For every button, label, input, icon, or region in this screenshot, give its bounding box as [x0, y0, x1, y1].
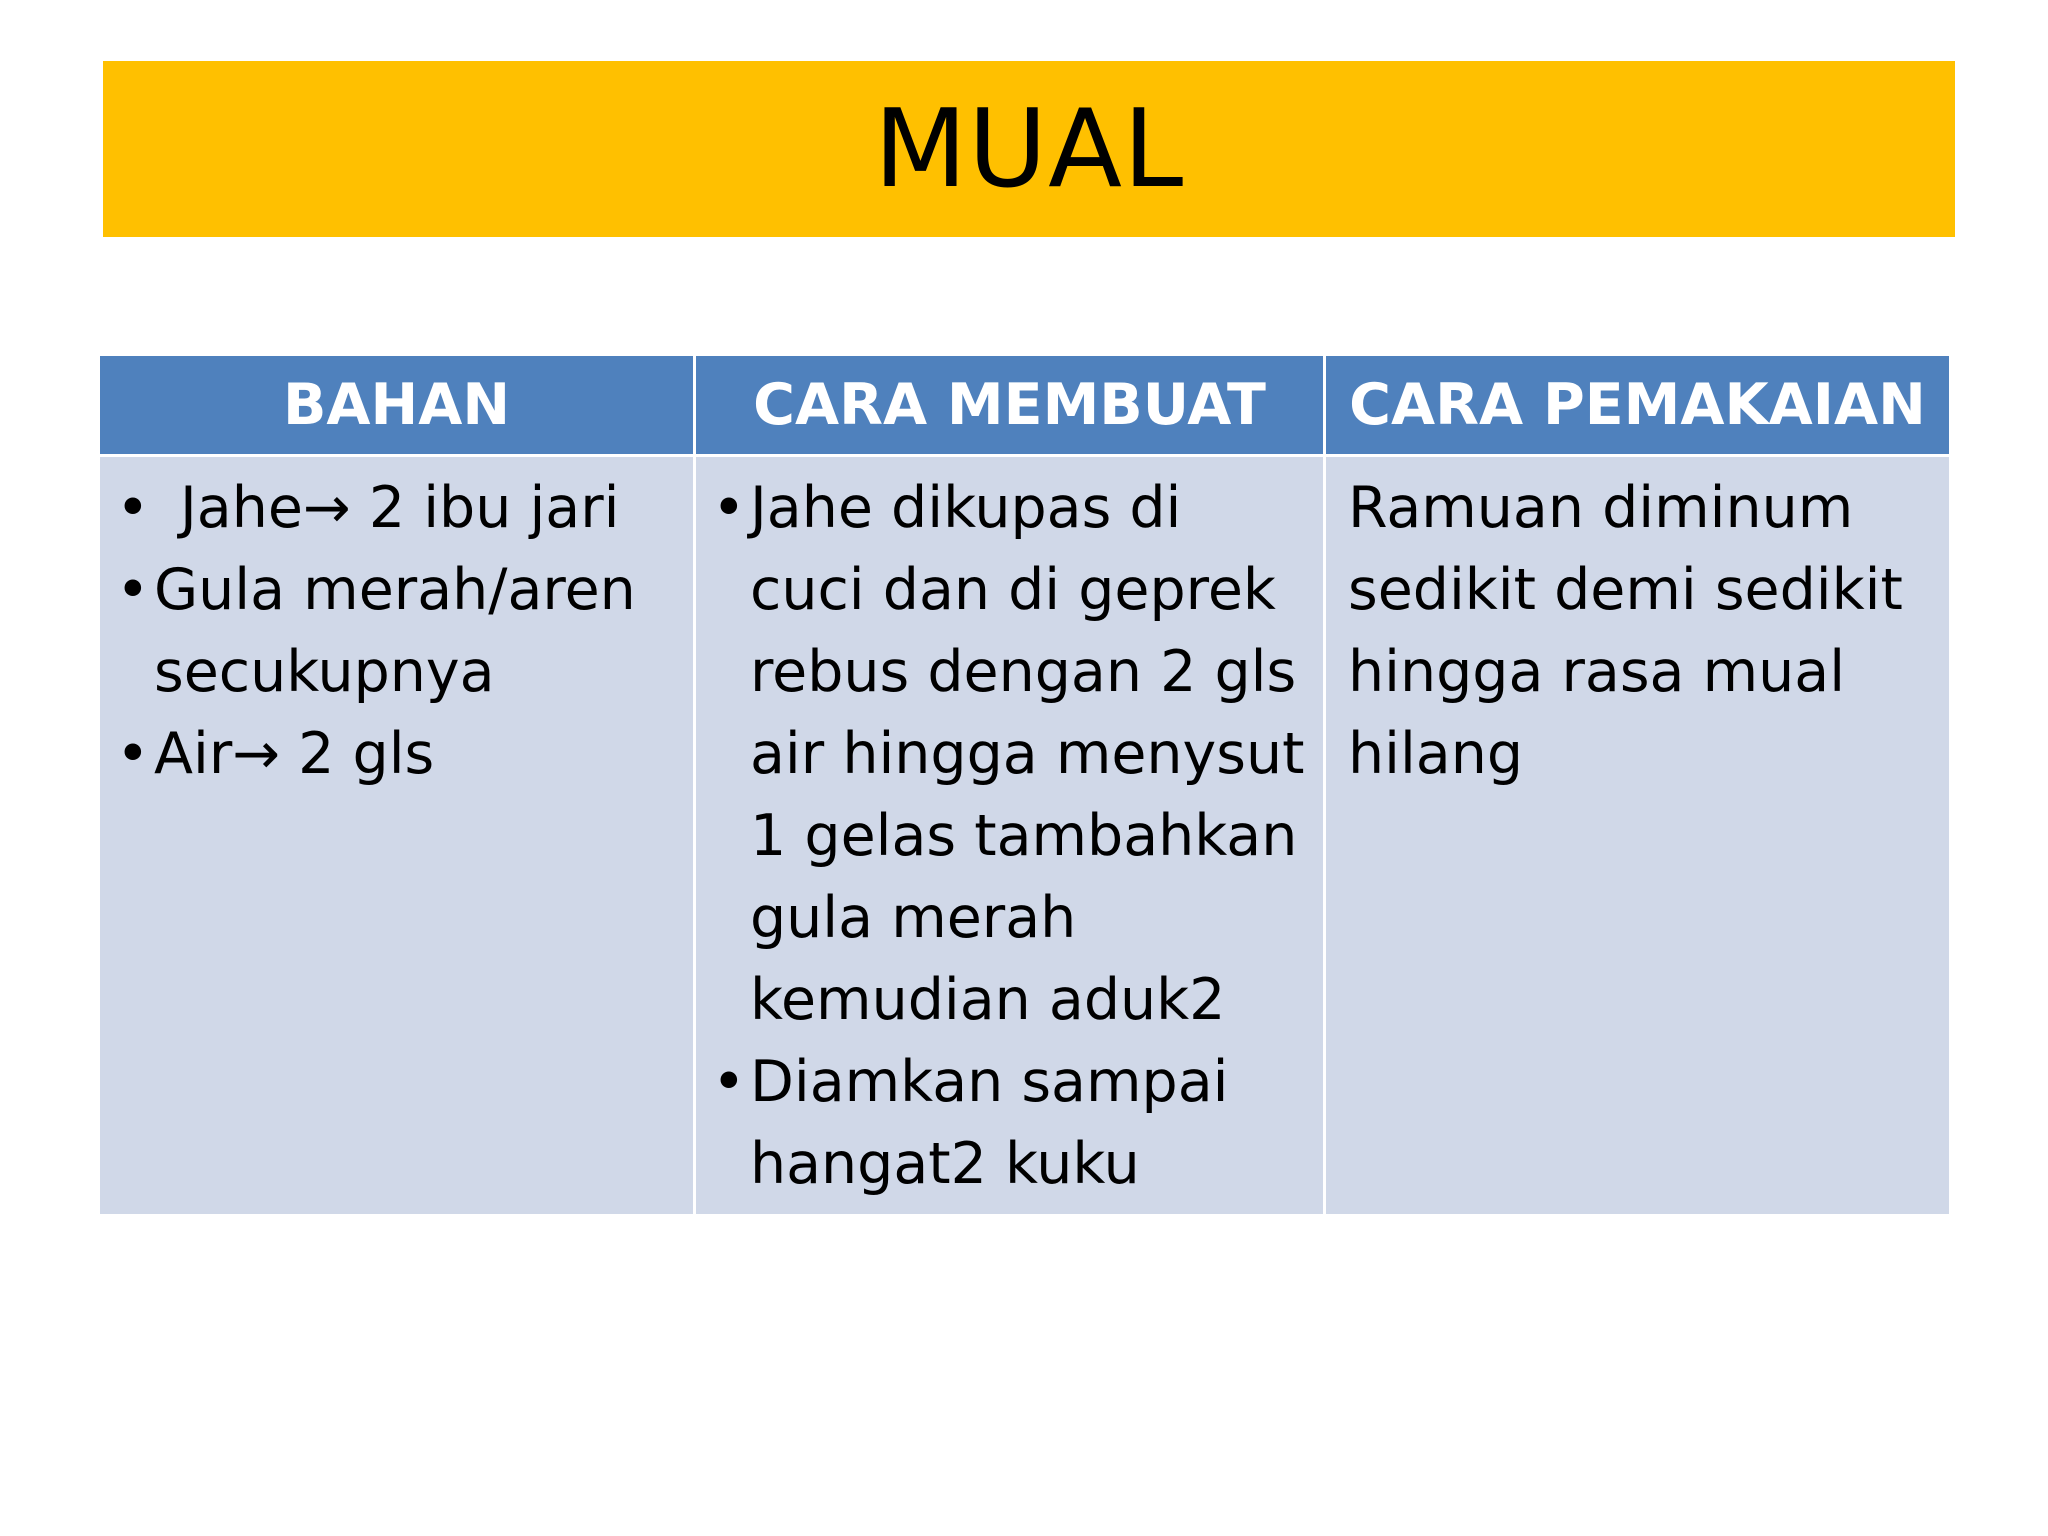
- bahan-item-air: Air→ 2 gls: [154, 721, 435, 787]
- header-bahan: BAHAN: [99, 355, 695, 456]
- cell-cara-pemakaian: [1325, 456, 1951, 1216]
- header-cara-pemakaian: CARA PEMAKAIAN: [1325, 355, 1951, 456]
- table-header-row: [99, 355, 1951, 456]
- bahan-item-jahe: Jahe→ 2 ibu jari: [180, 475, 620, 541]
- slide-title: MUAL: [873, 86, 1185, 212]
- bullet-glyph: •: [116, 721, 150, 787]
- title-bar: [103, 61, 1955, 237]
- list-item: [710, 1041, 1309, 1205]
- cara-membuat-list: [710, 467, 1309, 1205]
- list-item: [114, 713, 679, 795]
- header-cara-membuat: CARA MEMBUAT: [695, 355, 1325, 456]
- list-item: [114, 467, 679, 549]
- list-item: [114, 549, 679, 713]
- bullet-glyph: •: [712, 475, 746, 541]
- bullet-glyph: •: [712, 1049, 746, 1115]
- cara-membuat-step-2: Diamkan sampai hangat2 kuku: [750, 1049, 1229, 1197]
- list-item: [710, 467, 1309, 1041]
- table-row: [99, 456, 1951, 1216]
- bahan-item-gula: Gula merah/aren secukupnya: [154, 557, 636, 705]
- cell-cara-membuat: [695, 456, 1325, 1216]
- cell-bahan: [99, 456, 695, 1216]
- bullet-glyph: •: [116, 557, 150, 623]
- bullet-glyph: •: [116, 475, 150, 541]
- recipe-table: [97, 353, 1952, 1217]
- cara-membuat-step-1: Jahe dikupas di cuci dan di geprek rebus dengan 2 gls air hingga menysut 1 gelas tambahkan gula merah kemudian aduk2: [750, 475, 1305, 1033]
- cara-pemakaian-text: Ramuan diminum sedikit demi sedikit hingga rasa mual hilang: [1348, 475, 1903, 787]
- bahan-list: [114, 467, 679, 795]
